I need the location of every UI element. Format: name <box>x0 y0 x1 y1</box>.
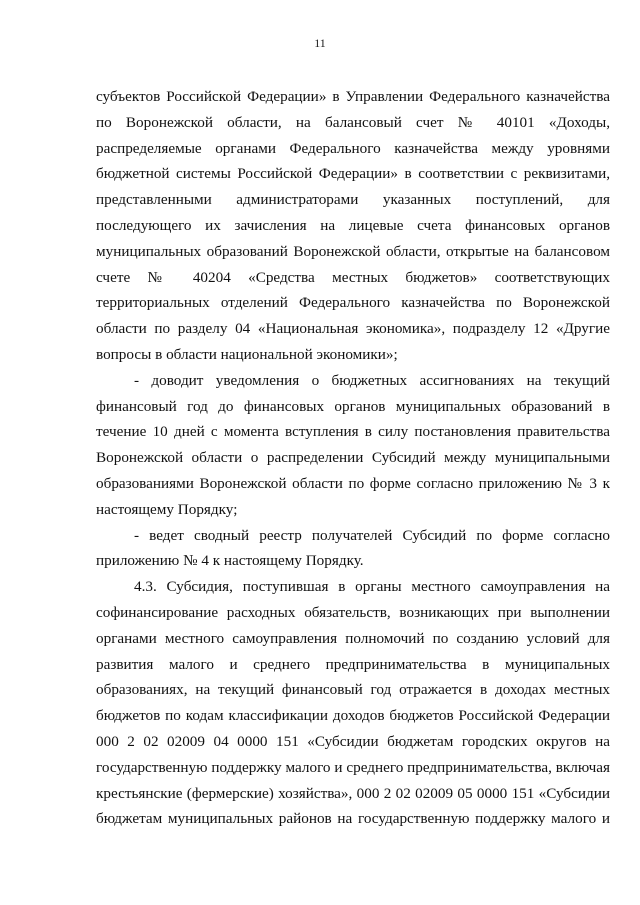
text-line: настоящему Порядку; <box>96 500 238 518</box>
text-line: - доводит уведомления о бюджетных ассигнованиях на текущий <box>134 371 610 389</box>
text-line: органами местного самоуправления полномочий по созданию условий для <box>96 629 610 647</box>
body-text <box>96 84 610 832</box>
text-line: образованиях, на текущий финансовый год отражается в доходах местных <box>96 681 610 699</box>
text-line: представленными администраторами указанных поступлений, для <box>96 191 610 209</box>
page-number: 11 <box>314 36 326 50</box>
text-line: области по разделу 04 «Национальная экономика», подразделу 12 «Другие <box>96 320 610 338</box>
text-line: муниципальных образований Воронежской области, открытые на балансовом <box>96 242 610 260</box>
text-line: образованиями Воронежской области по форме согласно приложению № 3 к <box>96 474 610 492</box>
text-line: бюджетам муниципальных районов на государственную поддержку малого и <box>96 810 610 828</box>
text-line: распределяемые органами Федерального казначейства между уровнями <box>96 139 610 157</box>
text-line: вопросы в области национальной экономики»; <box>96 345 398 363</box>
text-line: субъектов Российской Федерации» в Управлении Федерального казначейства <box>96 88 610 105</box>
text-line: Воронежской области о распределении Субсидий между муниципальными <box>96 449 610 467</box>
text-line: государственную поддержку малого и среднего предпринимательства, включая <box>96 758 610 776</box>
text-line: приложению № 4 к настоящему Порядку. <box>96 552 364 570</box>
text-line: течение 10 дней с момента вступления в силу постановления правительства <box>96 423 610 441</box>
text-line: 4.3. Субсидия, поступившая в органы местного самоуправления на <box>134 578 610 596</box>
text-line: бюджетов по кодам классификации доходов бюджетов Российской Федерации <box>96 707 610 725</box>
text-line: бюджетной системы Российской Федерации» в соответствии с реквизитами, <box>96 165 610 183</box>
text-line: 000 2 02 02009 04 0000 151 «Субсидии бюджетам городских округов на <box>96 732 610 750</box>
text-line: финансовый год до финансовых органов муниципальных образований в <box>96 397 610 415</box>
text-line: развития малого и среднего предпринимательства в муниципальных <box>96 655 610 673</box>
text-line: счете № 40204 «Средства местных бюджетов» соответствующих <box>96 268 610 286</box>
text-line: - ведет сводный реестр получателей Субсидий по форме согласно <box>134 526 610 544</box>
text-line: крестьянские (фермерские) хозяйства», 000 2 02 02009 05 0000 151 «Субсидии <box>96 784 610 802</box>
text-line: по Воронежской области, на балансовый счет № 40101 «Доходы, <box>96 113 610 131</box>
text-line: последующего их зачисления на лицевые счета финансовых органов <box>96 216 610 234</box>
text-line: территориальных отделений Федерального казначейства по Воронежской <box>96 294 610 312</box>
text-line: софинансирование расходных обязательств, возникающих при выполнении <box>96 603 610 621</box>
